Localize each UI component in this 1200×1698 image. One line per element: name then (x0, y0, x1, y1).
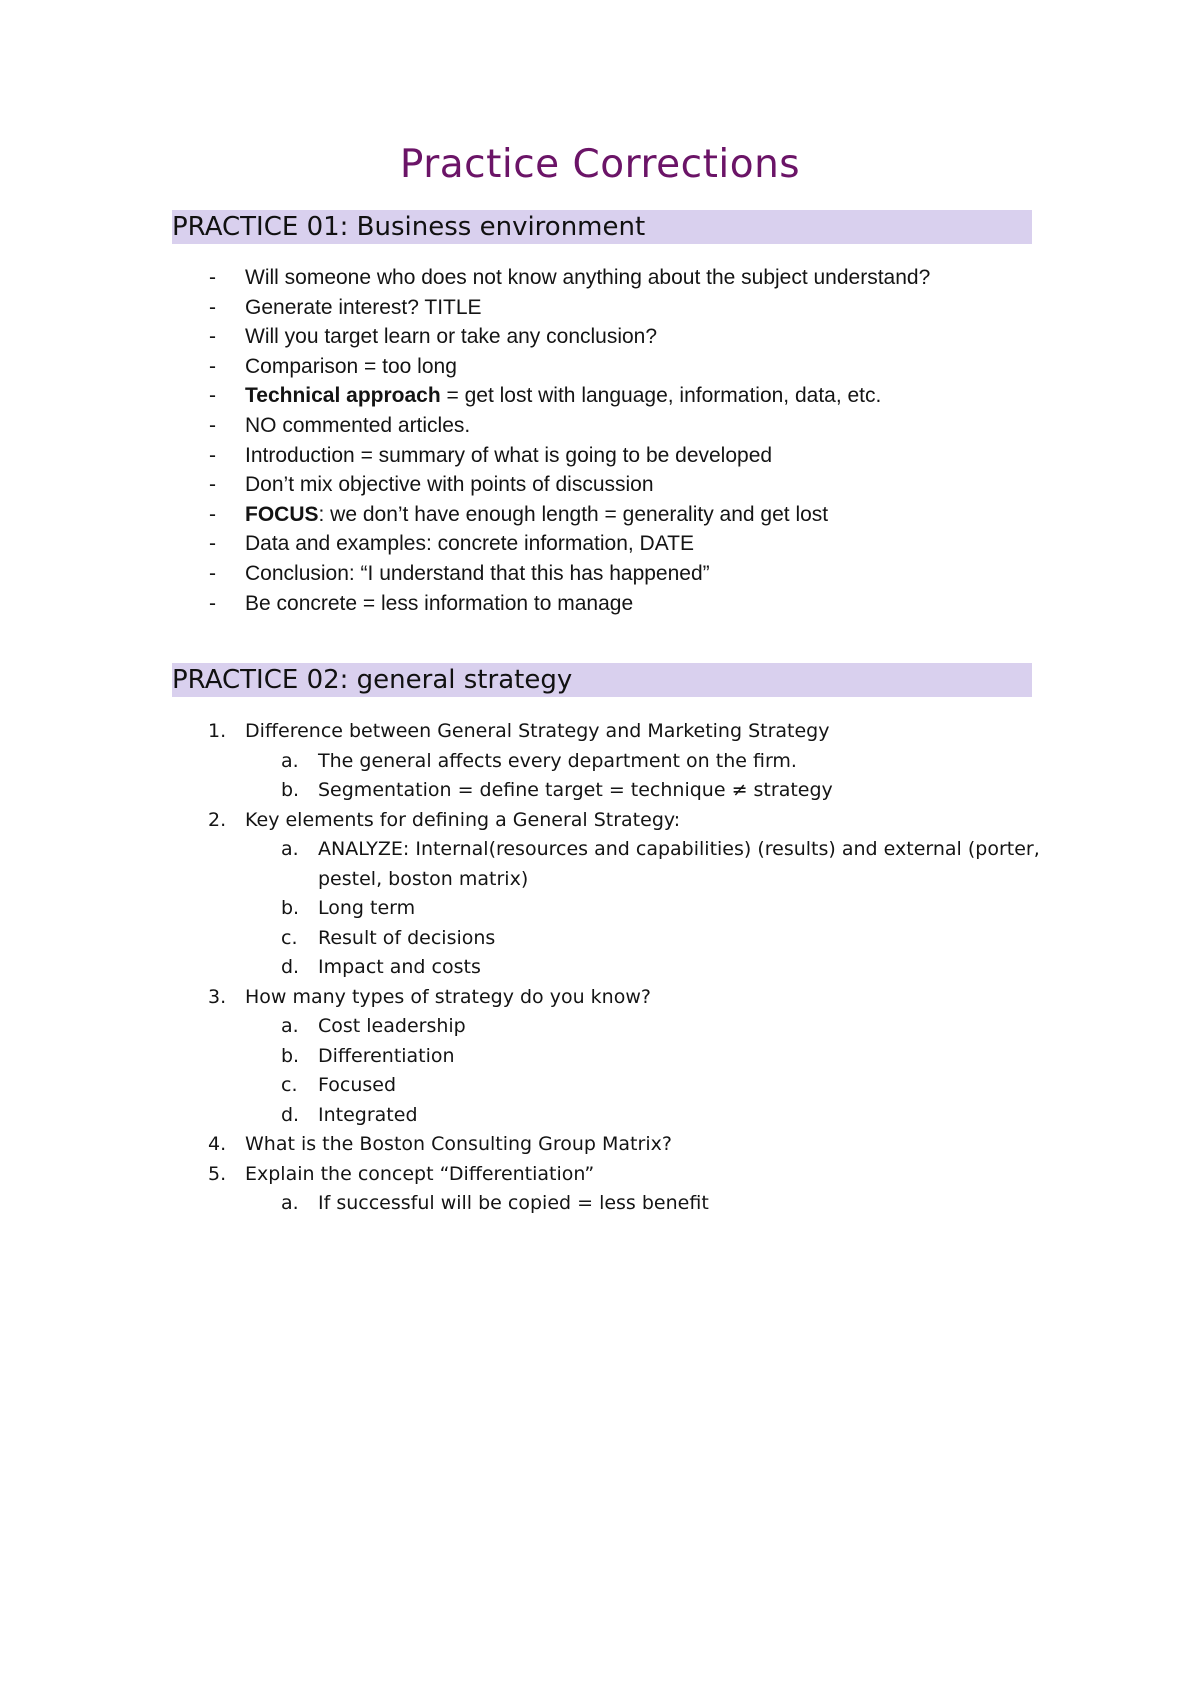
list-item-text: Will someone who does not know anything about the subject understand? (245, 266, 931, 289)
list-marker: c. (281, 926, 298, 949)
list-item-text: Generate interest? TITLE (245, 295, 482, 319)
bullet-dash: - (209, 561, 216, 585)
list-marker: 3. (208, 985, 227, 1008)
list-item-text: Technical approach = get lost with language, information, data, etc. (245, 384, 882, 408)
bullet-dash: - (209, 325, 216, 349)
list-item-text: Key elements for defining a General Strategy: (245, 808, 681, 831)
list-item-text: FOCUS: we don’t have enough length = generality and get lost (245, 502, 829, 526)
section-heading-practice-01 (172, 210, 1032, 244)
list-marker: 1. (208, 720, 227, 742)
list-item-text: ANALYZE: Internal(resources and capabilities) (results) and external (porter, (318, 838, 1040, 860)
list-item-text: Segmentation = define target = technique ≠ strategy (318, 779, 833, 801)
list-item-text: Data and examples: concrete information, DATE (245, 532, 694, 556)
bullet-dash: - (209, 473, 216, 497)
bullet-dash: - (209, 413, 216, 437)
list-item-text: Integrated (318, 1103, 418, 1126)
bullet-dash: - (209, 532, 216, 556)
list-item-text: Explain the concept “Differentiation” (245, 1162, 595, 1185)
list-item-text: Differentiation (318, 1044, 455, 1067)
list-marker: 5. (208, 1162, 227, 1185)
bullet-dash: - (209, 354, 216, 378)
list-item-text: pestel, boston matrix) (318, 867, 529, 890)
list-marker: a. (281, 1192, 299, 1214)
bullet-dash: - (209, 443, 216, 467)
list-item-text: Introduction = summary of what is going to be developed (245, 443, 773, 467)
list-marker: c. (281, 1074, 298, 1096)
list-marker: d. (281, 1103, 300, 1126)
list-item-text: Difference between General Strategy and Marketing Strategy (245, 720, 830, 742)
bullet-dash: - (209, 502, 216, 526)
list-item-text: Cost leadership (318, 1015, 466, 1037)
list-item-text: Long term (318, 897, 416, 919)
list-item-text: Comparison = too long (245, 354, 457, 378)
list-marker: a. (281, 838, 299, 860)
list-item-text: NO commented articles. (245, 413, 471, 437)
bullet-dash: - (209, 295, 216, 319)
section-heading-text: PRACTICE 02: general strategy (172, 665, 573, 695)
bullet-dash: - (209, 591, 216, 615)
list-marker: 4. (208, 1133, 227, 1155)
list-marker: d. (281, 956, 300, 978)
list-item-text: Don’t mix objective with points of discussion (245, 473, 654, 497)
list-item-text: How many types of strategy do you know? (245, 985, 651, 1008)
section-heading-text: PRACTICE 01: Business environment (172, 212, 646, 242)
list-marker: a. (281, 749, 299, 772)
bullet-dash: - (209, 384, 216, 408)
list-marker: b. (281, 779, 300, 801)
list-item-text: Impact and costs (318, 956, 481, 978)
bullet-dash: - (209, 266, 216, 289)
list-marker: b. (281, 897, 300, 919)
list-item-text: Result of decisions (318, 926, 496, 949)
list-marker: 2. (208, 808, 227, 831)
list-item-text: Will you target learn or take any conclusion? (245, 325, 658, 349)
list-marker: a. (281, 1015, 299, 1037)
list-item-text: What is the Boston Consulting Group Matrix? (245, 1133, 672, 1155)
list-item-text: Conclusion: “I understand that this has happened” (245, 561, 710, 585)
list-marker: b. (281, 1044, 300, 1067)
document-title: Practice Corrections (399, 142, 801, 187)
list-item-text: The general affects every department on the firm. (318, 749, 797, 772)
list-item-text: If successful will be copied = less benefit (318, 1192, 709, 1214)
list-item-text: Focused (318, 1074, 397, 1096)
section-heading-practice-02 (172, 663, 1032, 697)
list-item-text: Be concrete = less information to manage (245, 591, 634, 615)
